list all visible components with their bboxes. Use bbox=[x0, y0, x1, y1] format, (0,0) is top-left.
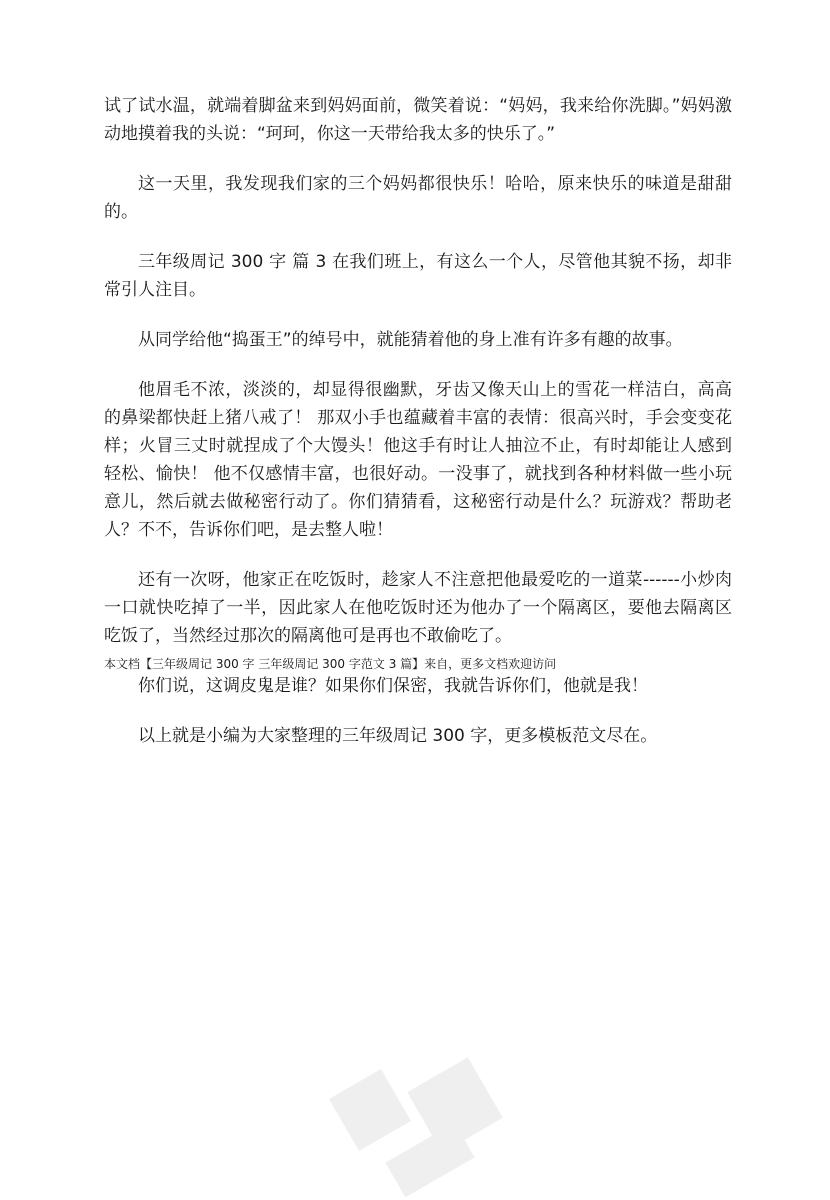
paragraph-section-heading: 三年级周记 300 字 篇 3 在我们班上，有这么一个人，尽管他其貌不扬，却非常引人注目。 bbox=[104, 252, 732, 300]
paragraph-continuation: 试了试水温，就端着脚盆来到妈妈面前，微笑着说：“妈妈，我来给你洗脚。”妈妈激动地摸着我的头说：“珂珂，你这一天带给我太多的快乐了。” bbox=[104, 96, 732, 144]
paragraph: 从同学给他“捣蛋王”的绰号中，就能猜着他的身上准有许多有趣的故事。 bbox=[138, 330, 683, 350]
watermark-logo bbox=[300, 1040, 560, 1200]
paragraph: 这一天里，我发现我们家的三个妈妈都很快乐！哈哈，原来快乐的味道是甜甜的。 bbox=[104, 174, 732, 222]
source-note: 本文档【三年级周记 300 字 三年级周记 300 字范文 3 篇】来自，更多文档欢迎访问 bbox=[104, 657, 557, 671]
paragraph: 他眉毛不浓，淡淡的，却显得很幽默，牙齿又像天山上的雪花一样洁白，高高的鼻梁都快赶上猪八戒了！ 那双小手也蕴藏着丰富的表情：很高兴时，手会变变花样；火冒三丈时就捏成了个大馒头！他这手有时让人抽泣不止，有时却能让人感到轻松、愉快！ 他不仅感情丰富，也很好动。一没事了，就找到各种材料做一些小玩意儿，然后就去做秘密行动了。你们猜猜看，这秘密行动是什么？玩游戏？帮助老人？不不，告诉你们吧，是去整人啦！ bbox=[104, 380, 732, 540]
paragraph: 你们说，这调皮鬼是谁？如果你们保密，我就告诉你们，他就是我！ bbox=[138, 676, 648, 696]
paragraph-closing: 以上就是小编为大家整理的三年级周记 300 字，更多模板范文尽在。 bbox=[138, 726, 658, 746]
paragraph: 还有一次呀，他家正在吃饭时，趁家人不注意把他最爱吃的一道菜------小炒肉一口就快吃掉了一半，因此家人在他吃饭时还为他办了一个隔离区，要他去隔离区吃饭了，当然经过那次的隔离他可是再也不敢偷吃了。 bbox=[104, 570, 732, 646]
